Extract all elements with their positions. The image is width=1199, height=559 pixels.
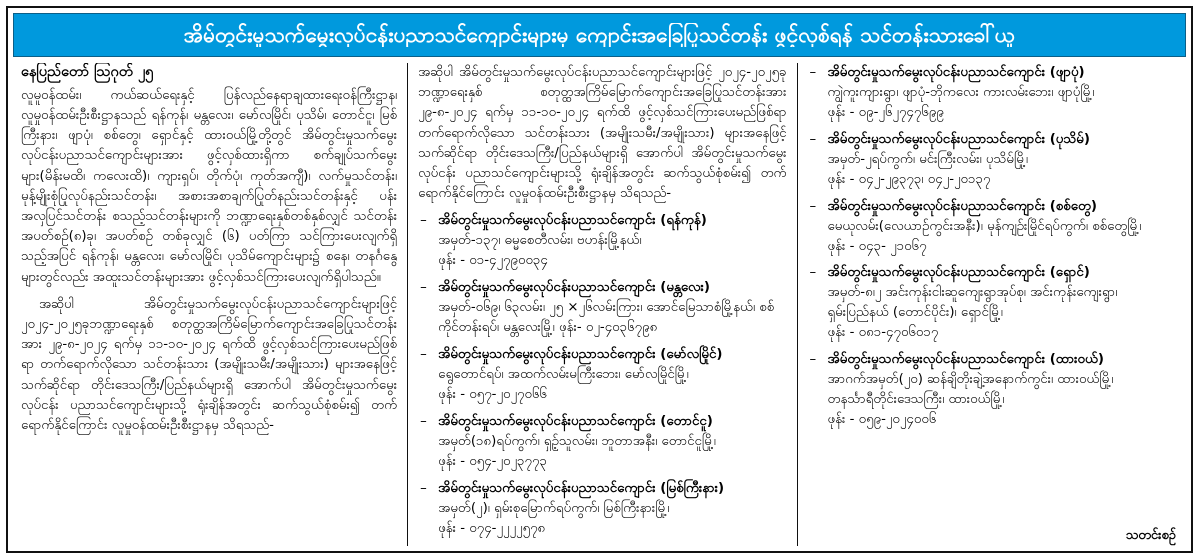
school-address: အမှတ်-၈၊၂ အင်းကုန်းငါးဆူကျေးရွာအုပ်စု၊ အင်းကုန်းကျေးရွာ၊ ရှမ်းပြည်နယ် (တောင်ပိုင်း)၊ ရှောင်မြို့၊ — [827, 285, 1118, 321]
school-name: အိမ်တွင်းမှုသက်မွေးလုပ်ငန်းပညာသင်ကျောင်း (မော်လမြိုင်) — [438, 347, 723, 363]
school-phone: ဖုန်း - ၀၇၄-၂၂၂၂၅၇၈ — [438, 520, 546, 536]
dash-marker: – — [420, 213, 427, 229]
school-name: အိမ်တွင်းမှုသက်မွေးလုပ်ငန်းပညာသင်ကျောင်း (မန္တလေး) — [438, 280, 710, 296]
column-2 — [407, 63, 796, 546]
list-item — [418, 479, 786, 539]
article-frame — [6, 6, 1193, 553]
list-item — [418, 278, 786, 338]
list-item — [808, 263, 1176, 343]
dash-marker: – — [809, 352, 817, 368]
dash-marker: – — [809, 65, 817, 80]
column-3 — [797, 63, 1186, 546]
school-name: အိမ်တွင်းမှုသက်မွေးလုပ်ငန်းပညာသင်ကျောင်း (တောင်ငူ) — [438, 413, 713, 429]
school-phone: ဖုန်း - ၀၅၄-၂၀၂၃၇၇၃ — [438, 453, 547, 469]
dash-marker: – — [420, 280, 427, 296]
paragraph-1: လူမူဝန်ထမ်း၊ ကယ်ဆယ်ရေးနှင့် ပြန်လည်နေရာချထားရေးဝန်ကြီးဋ္ဌာန၊ လူမှုဝန်ထမ်းဦးစီးဋ္ဌာနသည် ရန်ကုန်၊ မန္တလေး၊ မော်လမြိုင်၊ ပုသိမ်၊ တောင်ငူ၊ မြစ်ကြီးနား၊ ဖျာပုံ၊ စစ်တွေ၊ ရှောင်နှင့် ထားဝယ်မြို့တို့တွင် အိမ်တွင်းမှုသက်မွေးလုပ်ငန်းပညာသင်ကျောင်းများအား ဖွင့်လှစ်ထားရှိကာ စက်ချုပ်သက်မွေးများ(မိန်းမထိ၊ ကလေးထိ)၊ ကျားရှပ်၊ တိုက်ပုံ၊ ကုတ်အကျီ)၊ လက်မှုသင်တန်း၊ မုန့်မျိုးစုံပြုလုပ်နည်းသင်တန်း၊ အစားအစာချက်ပြုတ်နည်းသင်တန်းနှင့် ပန်းအလှပြင်သင်တန်း စသည့်သင်တန်းများကို ဘဏ္ဍာရေးနှစ်တစ်နှစ်လျှင် သင်တန်းအပတ်စဉ်(၈)ခု၊ အပတ်စဉ် တစ်ခုလျှင် (၆) ပတ်ကြာ သင်ကြားပေးလျက်ရှိသည့်အပြင် ရန်ကုန်၊ မန္တလေး၊ မော်လမြိုင်၊ ပုသိမ်ကျောင်းများ၌ စနေ၊ တနင်္ဂနွေများတွင်လည်း အထူးသင်တန်းများအား ဖွင့်လှစ်သင်ကြားပေးလျက်ရှိပါသည်။ — [21, 87, 398, 285]
school-name: အိမ်တွင်းမှုသက်မွေးလုပ်ငန်းပညာသင်ကျောင်း (ဖျာပုံ) — [827, 65, 1085, 80]
paragraph-2-continued: အဆိုပါ အိမ်တွင်းမှုသက်မွေးလုပ်ငန်းပညာသင်ကျောင်းများဖြင့် ၂၀၂၄-၂၀၂၅ခုဘဏ္ဍာရေးနှစ် စတုတ္ထအကြိမ်မြောက်ကျောင်းအခြေပြုသင်တန်းအား ၂၉-၈-၂၀၂၄ ရက်မှ ၁၁-၁၀-၂၀၂၄ ရက်ထိ ဖွင့်လှစ်သင်ကြားပေးမည်ဖြစ်ရာ တက်ရောက်လိုသော သင်တန်းသား (အမျိုးသမီး/အမျိုးသား) များအနေဖြင့် သက်ဆိုင်ရာ တိုင်းဒေသကြီး/ပြည်နယ်များရှိ အောက်ပါ အိမ်တွင်းမှုသက်မွေးလုပ်ငန်း ပညာသင်ကျောင်းများသို့ ရုံးချိန်အတွင်း ဆက်သွယ်စုံစမ်း၍ တက်ရောက်နိုင်ကြောင်း လူမှုဝန်ထမ်းဦးစီးဋ္ဌာနမှ သိရသည်- — [418, 65, 787, 202]
dash-marker: – — [809, 265, 817, 281]
paragraph-2: အဆိုပါ အိမ်တွင်းမှုသက်မွေးလုပ်ငန်းပညာသင်ကျောင်းများဖြင့် ၂၀၂၄-၂၀၂၅ခုဘဏ္ဍာရေးနှစ် စတုတ္ထအကြိမ်မြောက်ကျောင်းအခြေပြုသင်တန်းအား ၂၉-၈-၂၀၂၄ ရက်မှ ၁၁-၁၀-၂၀၂၄ ရက်ထိ ဖွင့်လှစ်သင်ကြားပေးမည်ဖြစ်ရာ တက်ရောက်လိုသော သင်တန်းသား (အမျိုးသမီး/အမျိုးသား) များအနေဖြင့် သက်ဆိုင်ရာ တိုင်းဒေသကြီး/ပြည်နယ်များရှိ အောက်ပါ အိမ်တွင်းမှုသက်မွေးလုပ်ငန်း ပညာသင်ကျောင်းများသို့ ရုံးချိန်အတွင်း ဆက်သွယ်စုံစမ်း၍ တက်ရောက်နိုင်ကြောင်း လူမှုဝန်ထမ်းဦးစီးဋ္ဌာနမှ သိရသည်- — [21, 296, 398, 434]
school-address: ကျွဲကူးကျားရွာ၊ ဖျာပုံ-ဘိုကလေး ကားလမ်းဘေး၊ ဖျာပုံမြို့၊ — [827, 84, 1095, 100]
list-item — [418, 211, 786, 271]
school-address: အမှတ်-၁၃၇၊ ဓမ္မစေတီလမ်း၊ ဗဟန်းမြို့နယ်၊ — [438, 233, 642, 249]
list-item — [808, 63, 1176, 123]
school-phone: ဖုန်း - ၀၅၉-၂၀၂၄၀၀၆ — [827, 412, 937, 427]
school-phone: ဖုန်း - ၀၁-၄၂၇၉၀၀၃၄ — [438, 253, 548, 269]
dash-marker: – — [420, 480, 427, 496]
column-1 — [13, 63, 407, 546]
school-phone: ဖုန်း - ၀၄၂-၂၉၃၇၃၊ ၀၄၂-၂၀၁၃၇ — [827, 171, 991, 187]
dash-marker: – — [809, 131, 817, 147]
dash-marker: – — [420, 413, 427, 429]
school-address: အမှတ်(၂)၊ ရှမ်းစုမြောက်ရပ်ကွက်၊ မြစ်ကြီးနားမြို့၊ — [438, 500, 670, 516]
school-address: မေယုလမ်း(လေယာဉ်ကွင်းအနီး)၊ မုန်ကျဉ်းမြိုင်ရပ်ကွက်၊ စစ်တွေမြို့၊ — [827, 218, 1142, 234]
dateline: နေပြည်တော် ဩဂုတ် ၂၅ — [21, 64, 154, 80]
article-columns — [13, 63, 1186, 546]
list-item — [418, 345, 786, 405]
school-name: အိမ်တွင်းမှုသက်မွေးလုပ်ငန်းပညာသင်ကျောင်း (ထားဝယ်) — [827, 352, 1104, 368]
school-name: အိမ်တွင်းမှုသက်မွေးလုပ်ငန်းပညာသင်ကျောင်း (စစ်တွေ) — [827, 198, 1097, 214]
headline-banner — [13, 13, 1186, 57]
school-name: အိမ်တွင်းမှုသက်မွေးလုပ်ငန်းပညာသင်ကျောင်း (ရန်ကုန်) — [438, 213, 707, 229]
list-item — [808, 197, 1176, 257]
school-address: အမှတ်(၁၈)ရပ်ကွက်၊ ရှဉ့်သူလမ်း၊ ဘူတာအနီး၊ တောင်ငူမြို့၊ — [438, 433, 716, 449]
school-phone: ဖုန်း - ၀၅၇-၂၀၂၇၀၆၆ — [438, 386, 547, 402]
school-name: အိမ်တွင်းမှုသက်မွေးလုပ်ငန်းပညာသင်ကျောင်း (မြစ်ကြီးနား) — [438, 480, 725, 496]
school-phone: ဖုန်း - ၀၉-၂၆၂၇၄၇၆၉၉ — [827, 104, 944, 120]
school-phone: ဖုန်း - ၀၈၁-၄၇၀၆၀၁၇ — [827, 325, 939, 341]
dash-marker: – — [420, 347, 427, 363]
news-credit: သတင်းစဉ် — [1125, 528, 1176, 543]
list-item — [808, 130, 1176, 190]
school-name: အိမ်တွင်းမှုသက်မွေးလုပ်ငန်းပညာသင်ကျောင်း (ပုသိမ်) — [827, 131, 1090, 147]
dash-marker: – — [809, 198, 817, 214]
list-item — [418, 412, 786, 472]
list-item — [808, 350, 1176, 430]
school-address: ရွေတောင်ရပ်၊ အထက်လမ်းမကြီးဘေး၊ မော်လမြိုင်မြို့၊ — [438, 366, 689, 382]
school-name: အိမ်တွင်းမှုသက်မွေးလုပ်ငန်းပညာသင်ကျောင်း (ရှောင်) — [827, 265, 1090, 281]
school-list-left — [418, 211, 786, 538]
headline-text: အိမ်တွင်းမှုသက်မွေးလုပ်ငန်းပညာသင်ကျောင်းများမှ ကျောင်းအခြေပြုသင်တန်း ဖွင့်လှစ်ရန် သင်တန်းသားခေါ်ယူ — [183, 22, 1016, 47]
school-address: အာဂက်အမှတ်(၂၀) ဆန်ချိတိုးချဲ့အနောက်ကွင်း၊ ထားဝယ်မြို့၊ တနင်္သာရီတိုင်းဒေသကြီး၊ ထားဝယ်မြို့၊ — [827, 372, 1114, 408]
school-address: အမှတ်-၂ရပ်ကွက်၊ မင်းကြီးလမ်း၊ ပုသိမ်မြို့၊ — [827, 151, 1028, 167]
school-address: အမှတ်-၀၆၉၊ ၆၃လမ်း၊ ၂၅ ×၂၆လမ်းကြား၊ အောင်မြေသာစံမြို့နယ်၊ စစ်ကိုင်တန်းရပ်၊ မန္တလေးမြို့၊ ဖုန်း- ၀၂-၄၀၃၆၇၉၈ — [438, 300, 775, 336]
school-list-right — [808, 63, 1176, 430]
school-phone: ဖုန်း - ၀၄၃- ၂၁၀၆၇ — [827, 238, 927, 254]
